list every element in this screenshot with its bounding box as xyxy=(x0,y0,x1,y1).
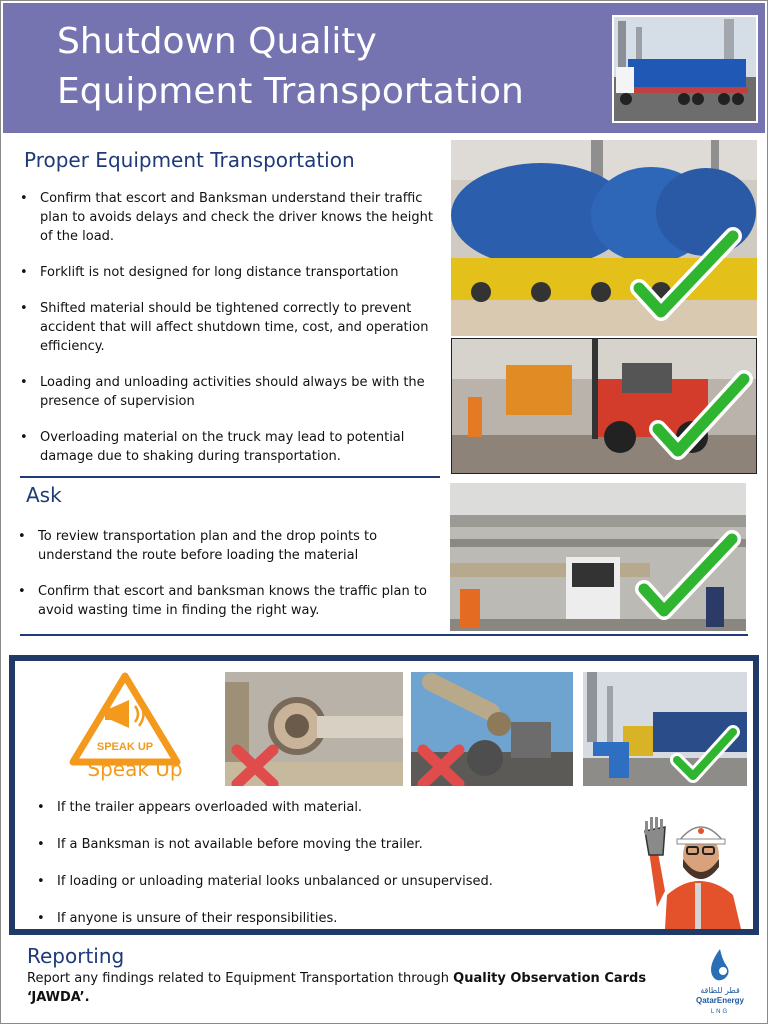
section-title-ask: Ask xyxy=(26,483,62,507)
speak-up-label: Speak Up xyxy=(87,757,183,781)
photo-flange-unsecured xyxy=(225,672,403,786)
list-item: • If a Banksman is not available before moving the trailer. xyxy=(35,835,615,854)
logo-name: QatarEnergy xyxy=(695,996,745,1005)
list-item: • If loading or unloading material looks unbalanced or unsupervised. xyxy=(35,872,615,891)
proper-list xyxy=(18,189,443,466)
section-title-proper: Proper Equipment Transportation xyxy=(24,148,355,172)
photo-trailer-supervised xyxy=(583,672,747,786)
section-title-reporting: Reporting xyxy=(27,944,125,968)
logo-sub: LNG xyxy=(710,1009,730,1015)
header-truck-photo xyxy=(612,15,758,123)
list-item: • If the trailer appears overloaded with material. xyxy=(35,798,615,817)
sign-text: SPEAK UP xyxy=(96,741,154,753)
section-divider xyxy=(20,634,748,636)
list-item: • Overloading material on the truck may lead to potential damage due to shaking during transportation. xyxy=(18,428,443,466)
qatarenergy-logo xyxy=(690,945,750,1017)
list-item: • Shifted material should be tightened correctly to prevent accident that will affect shutdown time, cost, and operation efficiency. xyxy=(18,299,443,356)
photo-escort-truck xyxy=(450,483,746,631)
ask-list xyxy=(16,527,436,620)
reporting-text-prefix: Report any findings related to Equipment Transportation through xyxy=(27,971,454,986)
title-line-1: Shutdown Quality xyxy=(57,21,377,62)
section-divider xyxy=(20,476,440,478)
list-item: • Confirm that escort and Banksman understand their traffic plan to avoids delays and check the driver knows the height of the load. xyxy=(18,189,443,246)
logo-arabic: قطر للطاقة xyxy=(700,986,740,995)
page-title xyxy=(57,17,524,117)
photo-covered-load xyxy=(451,140,757,336)
speak-up-panel xyxy=(9,655,759,935)
photo-forklift xyxy=(451,338,757,474)
speak-up-list xyxy=(35,798,615,928)
reporting-text-bold: Quality Observation Cards ‘JAWDA’. xyxy=(27,971,647,1005)
photo-pipe-loading xyxy=(411,672,573,786)
worker-stop-illustration xyxy=(643,811,753,929)
list-item: • Forklift is not designed for long distance transportation xyxy=(18,263,443,282)
header-banner xyxy=(3,3,765,133)
list-item: • If anyone is unsure of their responsibilities. xyxy=(35,909,615,928)
reporting-text xyxy=(27,969,647,1007)
warning-triangle-icon xyxy=(67,670,183,770)
title-line-2: Equipment Transportation xyxy=(57,71,524,112)
list-item: • To review transportation plan and the drop points to understand the route before loading the material xyxy=(16,527,436,565)
list-item: • Confirm that escort and banksman knows the traffic plan to avoid wasting time in finding the right way. xyxy=(16,582,436,620)
list-item: • Loading and unloading activities should always be with the presence of supervision xyxy=(18,373,443,411)
